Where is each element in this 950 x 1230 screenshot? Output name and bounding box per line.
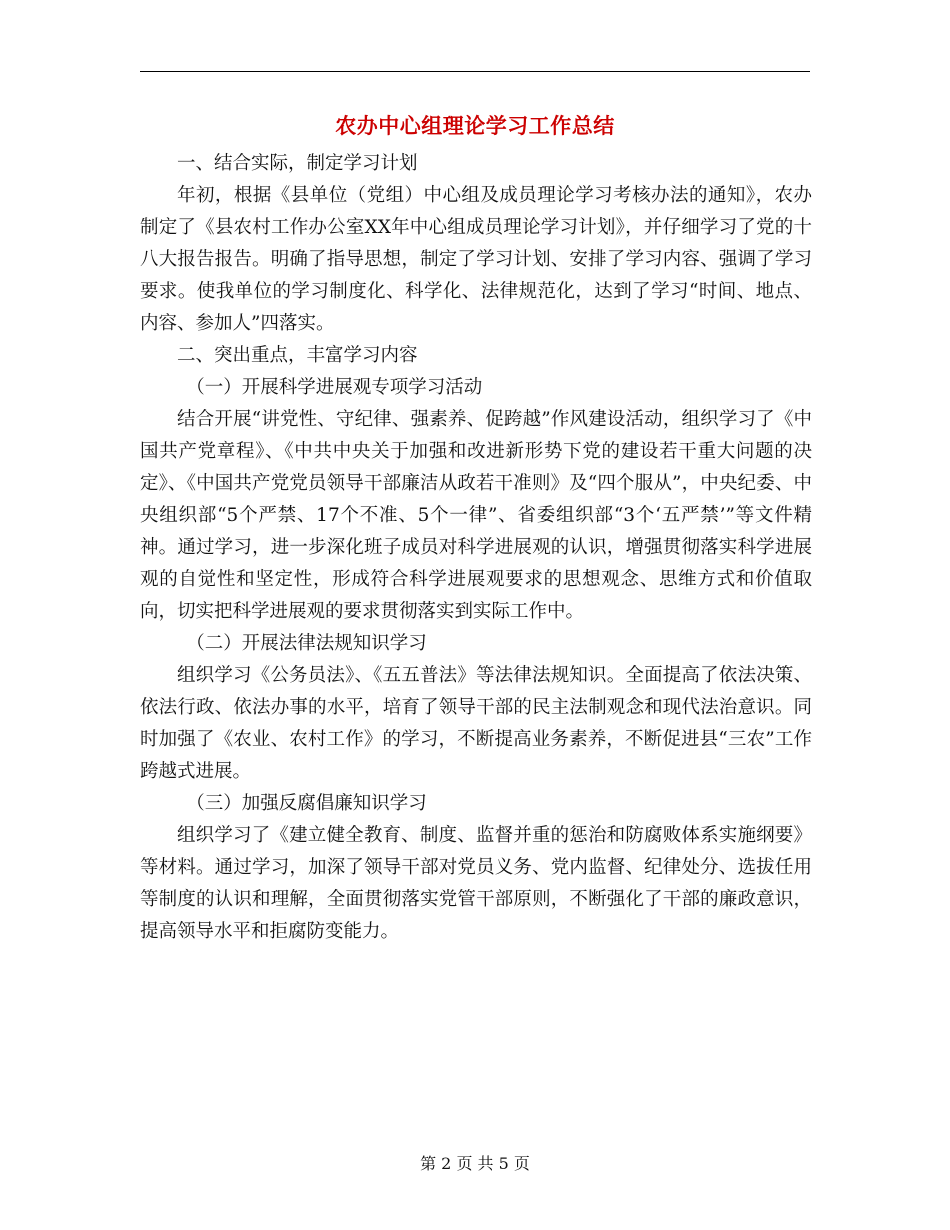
- subsection-heading-2: （二）开展法律法规知识学习: [186, 633, 427, 654]
- section-heading-2: 二、突出重点，丰富学习内容: [177, 345, 418, 366]
- document-title: 农办中心组理论学习工作总结: [335, 114, 615, 138]
- paragraph-3: 组织学习《公务员法》、《五五普法》等法律法规知识。全面提高了依法决策、依法行政、依法办事的水平，培育了领导干部的民主法制观念和现代法治意识。同时加强了《农业、农村工作》的学习，不断提高业务素养，不断促进县“三农”工作跨越式进展。: [140, 665, 812, 782]
- paragraph-1: 年初，根据《县单位（党组）中心组及成员理论学习考核办法的通知》，农办制定了《县农村工作办公室XX年中心组成员理论学习计划》，并仔细学习了党的十八大报告报告。明确了指导思想，制定了学习计划、安排了学习内容、强调了学习要求。使我单位的学习制度化、科学化、法律规范化，达到了学习“时间、地点、内容、参加人”四落实。: [140, 185, 812, 334]
- paragraph-2: 结合开展“讲党性、守纪律、强素养、促跨越”作风建设活动，组织学习了《中国共产党章程》、《中共中央关于加强和改进新形势下党的建设若干重大问题的决定》、《中国共产党党员领导干部廉洁从政若干准则》及“四个服从”，中央纪委、中央组织部“5个严禁、17个不准、5个一律”、省委组织部“3个‘五严禁’”等文件精神。通过学习，进一步深化班子成员对科学进展观的认识，增强贯彻落实科学进展观的自觉性和坚定性，形成符合科学进展观要求的思想观念、思维方式和价值取向，切实把科学进展观的要求贯彻落实到实际工作中。: [140, 409, 812, 622]
- subsection-heading-3: （三）加强反腐倡廉知识学习: [186, 793, 427, 814]
- page-number-footer: 第 2 页 共 5 页: [420, 1154, 530, 1173]
- paragraph-4: 组织学习了《建立健全教育、制度、监督并重的惩治和防腐败体系实施纲要》等材料。通过学习，加深了领导干部对党员义务、党内监督、纪律处分、选拔任用等制度的认识和理解，全面贯彻落实党管干部原则，不断强化了干部的廉政意识，提高领导水平和拒腐防变能力。: [140, 825, 812, 942]
- document-body: [140, 148, 812, 948]
- section-heading-1: 一、结合实际，制定学习计划: [177, 153, 418, 174]
- subsection-heading-1: （一）开展科学进展观专项学习活动: [186, 377, 483, 398]
- header-rule: [140, 71, 810, 72]
